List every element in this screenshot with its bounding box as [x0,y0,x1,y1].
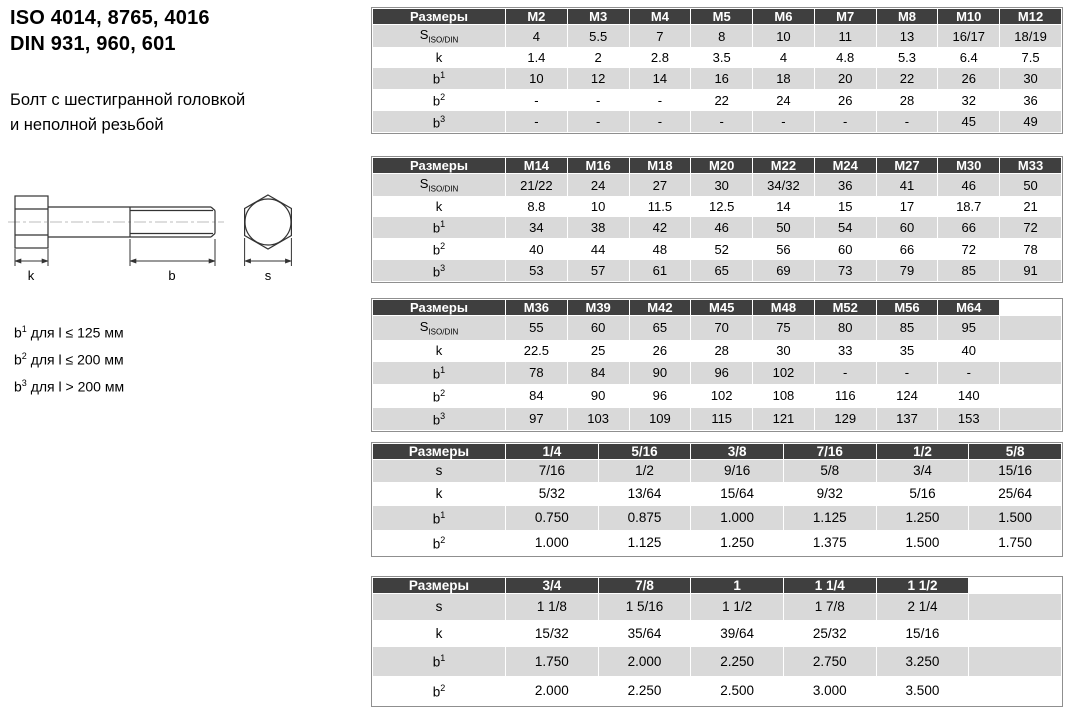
size-column-header: M3 [567,9,629,25]
table-cell: 10 [567,197,629,217]
size-column-header: M18 [629,158,691,174]
table-cell: 5/8 [783,460,876,483]
table-cell: 79 [876,260,938,282]
table-row [373,197,1062,217]
row-label: k [373,620,506,647]
size-column-header: 1 [691,578,784,594]
table-cell: 39/64 [691,620,784,647]
size-column-header: 3/8 [691,444,784,460]
table-cell: 27 [629,174,691,197]
table-cell: 1.750 [506,647,599,676]
table-row [373,238,1062,260]
table-row [373,505,1062,530]
table-cell: 54 [814,217,876,239]
row-label: $b^1$ [373,361,506,384]
table-cell: 22 [691,89,753,111]
table-cell: 34/32 [753,174,815,197]
table-cell: 24 [753,89,815,111]
table-row [373,647,1062,676]
table-cell: 30 [691,174,753,197]
table-cell: 124 [876,384,938,407]
table-cell: 102 [753,361,815,384]
size-column-header: 1 1/2 [876,578,969,594]
table-cell: 35 [876,340,938,361]
row-label: $b^1$ [373,505,506,530]
table-cell: 78 [1000,238,1062,260]
table-cell: 15/64 [691,482,784,505]
title-din: DIN 931, 960, 601 [10,33,176,55]
table-cell: 8 [691,25,753,48]
table-cell: 90 [629,361,691,384]
table-cell: 84 [506,384,568,407]
table-row [373,594,1062,621]
table-cell: 25 [567,340,629,361]
table-cell: 45 [938,111,1000,133]
table-cell: 4 [753,48,815,68]
table-row [373,260,1062,282]
table-cell [1000,384,1062,407]
size-table-inch-threequarter-to-oneandhalf [372,577,1062,706]
table-cell: 28 [691,340,753,361]
table-cell: 46 [938,174,1000,197]
table-cell: 80 [814,316,876,341]
table-cell: 20 [814,68,876,90]
table-corner-header: Размеры [373,9,506,25]
table-cell: 2.750 [783,647,876,676]
table-row [373,620,1062,647]
table-cell: 40 [938,340,1000,361]
table-cell: 61 [629,260,691,282]
table-cell: 1.125 [783,505,876,530]
table-cell: 8.8 [506,197,568,217]
table-cell: 26 [938,68,1000,90]
table-row [373,460,1062,483]
row-label: $b^3$ [373,260,506,282]
table-cell: 0.750 [506,505,599,530]
table-cell: 116 [814,384,876,407]
table-cell: 108 [753,384,815,407]
table-cell [1000,407,1062,430]
table-cell: 2.500 [691,676,784,705]
row-label: k [373,48,506,68]
size-column-header: M56 [876,300,938,316]
table-cell: 90 [567,384,629,407]
table-cell: 72 [1000,217,1062,239]
table-cell [969,594,1062,621]
table-cell: 72 [938,238,1000,260]
table-cell: 38 [567,217,629,239]
size-column-header: M52 [814,300,876,316]
blank-header-cell [969,578,1062,594]
table-cell: - [506,111,568,133]
table-row [373,530,1062,555]
table-cell: 26 [814,89,876,111]
table-cell: 7 [629,25,691,48]
table-cell: 75 [753,316,815,341]
row-label: k [373,482,506,505]
size-column-header: M33 [1000,158,1062,174]
size-column-header: M16 [567,158,629,174]
table-cell: 28 [876,89,938,111]
table-cell: 137 [876,407,938,430]
table-cell: 32 [938,89,1000,111]
table-cell: 115 [691,407,753,430]
table-cell: 57 [567,260,629,282]
table-cell: 66 [876,238,938,260]
table-cell: 7.5 [1000,48,1062,68]
table-cell [1000,316,1062,341]
size-table-inch-quarter-to-fiveeighths [372,443,1062,556]
table-row [373,361,1062,384]
table-cell: 121 [753,407,815,430]
table-cell: 3/4 [876,460,969,483]
blank-header-cell [1000,300,1062,316]
size-table-metric-m36-m64 [372,299,1062,431]
table-cell: 52 [691,238,753,260]
table-cell: 3.250 [876,647,969,676]
size-column-header: M45 [691,300,753,316]
row-label: $S_{ISO/DIN}$ [373,25,506,48]
table-cell: 11 [814,25,876,48]
table-cell: 2.250 [691,647,784,676]
table-cell: - [814,361,876,384]
size-column-header: M6 [753,9,815,25]
table-cell: 14 [629,68,691,90]
table-cell: 10 [506,68,568,90]
row-label: $b^2$ [373,384,506,407]
size-column-header: 7/16 [783,444,876,460]
table-cell: 10 [753,25,815,48]
table-cell: 60 [876,217,938,239]
size-column-header: M5 [691,9,753,25]
table-row [373,48,1062,68]
row-label: s [373,460,506,483]
size-column-header: M8 [876,9,938,25]
size-column-header: M39 [567,300,629,316]
table-cell: 11.5 [629,197,691,217]
table-cell: 35/64 [598,620,691,647]
row-label: $S_{ISO/DIN}$ [373,316,506,341]
size-column-header: 1/2 [876,444,969,460]
table-cell: 1.000 [691,505,784,530]
table-cell: 6.4 [938,48,1000,68]
table-cell: 60 [814,238,876,260]
table-cell: 2 [567,48,629,68]
table-cell: 2 1/4 [876,594,969,621]
table-cell: 5.5 [567,25,629,48]
table-row [373,89,1062,111]
row-label: k [373,340,506,361]
table-cell: 49 [1000,111,1062,133]
table-cell: 15/16 [876,620,969,647]
table-cell: - [567,89,629,111]
row-label: $b^3$ [373,111,506,133]
dimension-lines [15,238,291,266]
page-subtitle [10,88,245,138]
table-cell: 25/64 [969,482,1062,505]
row-label: $S_{ISO/DIN}$ [373,174,506,197]
table-cell: 15/32 [506,620,599,647]
size-column-header: 5/8 [969,444,1062,460]
table-row [373,340,1062,361]
row-label: $b^2$ [373,238,506,260]
table-cell: 1.750 [969,530,1062,555]
size-column-header: M7 [814,9,876,25]
table-cell: 12 [567,68,629,90]
table-cell: 78 [506,361,568,384]
table-cell: 4.8 [814,48,876,68]
table-cell [969,647,1062,676]
table-cell: 26 [629,340,691,361]
table-cell: 5.3 [876,48,938,68]
table-cell: 3.000 [783,676,876,705]
table-cell: 1.500 [969,505,1062,530]
table-cell: 85 [938,260,1000,282]
table-cell: 2.250 [598,676,691,705]
table-cell: 66 [938,217,1000,239]
size-column-header: 1 1/4 [783,578,876,594]
table-cell: 22 [876,68,938,90]
size-column-header: M64 [938,300,1000,316]
size-table-metric-m2-m12 [372,8,1062,133]
table-cell: 97 [506,407,568,430]
size-column-header: 1/4 [506,444,599,460]
table-cell: 44 [567,238,629,260]
table-header-row [373,9,1062,25]
row-label: $b^1$ [373,217,506,239]
size-column-header: 5/16 [598,444,691,460]
table-header-row [373,444,1062,460]
row-label: $b^2$ [373,530,506,555]
dim-label-k: k [27,268,35,283]
table-cell: 70 [691,316,753,341]
table-cell [1000,340,1062,361]
size-column-header: M14 [506,158,568,174]
table-row [373,407,1062,430]
size-column-header: M10 [938,9,1000,25]
table-cell: - [629,111,691,133]
table-corner-header: Размеры [373,158,506,174]
table-cell: 73 [814,260,876,282]
table-cell: 9/32 [783,482,876,505]
table-cell: 17 [876,197,938,217]
table-cell: 42 [629,217,691,239]
table-row [373,111,1062,133]
table-cell: 18 [753,68,815,90]
table-cell: 65 [691,260,753,282]
notes [14,318,124,399]
table-cell: 2.000 [506,676,599,705]
table-header-row [373,578,1062,594]
table-cell [969,620,1062,647]
table-cell: 36 [814,174,876,197]
table-cell: 2.000 [598,647,691,676]
table-cell: 96 [629,384,691,407]
table-cell: 4 [506,25,568,48]
table-cell: 7/16 [506,460,599,483]
title-iso: ISO 4014, 8765, 4016 [10,7,210,29]
dim-label-s: s [264,268,272,283]
table-row [373,384,1062,407]
table-cell: - [567,111,629,133]
table-cell: 5/32 [506,482,599,505]
table-cell: 25/32 [783,620,876,647]
size-column-header: M12 [1000,9,1062,25]
size-column-header: M30 [938,158,1000,174]
table-cell: 96 [691,361,753,384]
table-cell: 50 [753,217,815,239]
table-cell: 14 [753,197,815,217]
table-row [373,68,1062,90]
table-cell: 18/19 [1000,25,1062,48]
table-cell: - [938,361,1000,384]
table-cell: 84 [567,361,629,384]
table-cell: 65 [629,316,691,341]
note: $b^3$ для l > 200 мм [14,378,125,395]
page-title [10,5,210,57]
bolt-drawing [6,190,318,290]
subtitle-line-1: Болт с шестигранной головкой [10,91,246,109]
size-column-header: M22 [753,158,815,174]
size-column-header: M27 [876,158,938,174]
table-cell: 41 [876,174,938,197]
table-cell: 1 1/2 [691,594,784,621]
table-cell: 1 5/16 [598,594,691,621]
table-cell: 1 1/8 [506,594,599,621]
table-cell: 140 [938,384,1000,407]
table-cell: 34 [506,217,568,239]
table-cell: 13/64 [598,482,691,505]
table-row [373,482,1062,505]
dim-label-b: b [168,268,176,283]
table-cell: 2.8 [629,48,691,68]
table-cell: - [814,111,876,133]
table-cell: 18.7 [938,197,1000,217]
table-header-row [373,300,1062,316]
table-cell: - [753,111,815,133]
note: $b^2$ для l ≤ 200 мм [14,351,124,368]
table-cell: 153 [938,407,1000,430]
table-cell: 1.4 [506,48,568,68]
table-row [373,316,1062,341]
table-cell: 1.250 [876,505,969,530]
table-corner-header: Размеры [373,578,506,594]
table-cell: 53 [506,260,568,282]
table-cell: 1.125 [598,530,691,555]
table-cell: 22.5 [506,340,568,361]
table-corner-header: Размеры [373,444,506,460]
table-cell: 46 [691,217,753,239]
row-label: $b^2$ [373,89,506,111]
table-cell: 33 [814,340,876,361]
table-cell: 91 [1000,260,1062,282]
row-label: $b^3$ [373,407,506,430]
table-cell: 1 7/8 [783,594,876,621]
table-cell: 1/2 [598,460,691,483]
subtitle-line-2: и неполной резьбой [10,116,164,134]
table-cell: - [506,89,568,111]
size-table-metric-m14-m33 [372,157,1062,282]
table-cell: - [876,361,938,384]
size-column-header: M36 [506,300,568,316]
table-cell: 48 [629,238,691,260]
table-cell: 85 [876,316,938,341]
table-cell: 1.375 [783,530,876,555]
size-column-header: M4 [629,9,691,25]
table-cell: 102 [691,384,753,407]
size-column-header: M20 [691,158,753,174]
table-cell: 9/16 [691,460,784,483]
table-cell [1000,361,1062,384]
table-cell: 3.500 [876,676,969,705]
table-cell: 1.000 [506,530,599,555]
table-cell: - [876,111,938,133]
table-cell: 129 [814,407,876,430]
table-cell: 103 [567,407,629,430]
table-cell: 15 [814,197,876,217]
table-cell: 95 [938,316,1000,341]
table-cell: 16/17 [938,25,1000,48]
size-column-header: M48 [753,300,815,316]
table-cell: 24 [567,174,629,197]
table-row [373,217,1062,239]
table-cell: 1.500 [876,530,969,555]
row-label: $b^1$ [373,68,506,90]
table-cell: 30 [753,340,815,361]
note: $b^1$ для l ≤ 125 мм [14,324,124,341]
table-cell: 36 [1000,89,1062,111]
table-cell: 40 [506,238,568,260]
table-cell: 15/16 [969,460,1062,483]
table-row [373,25,1062,48]
size-column-header: 7/8 [598,578,691,594]
table-cell: 50 [1000,174,1062,197]
table-corner-header: Размеры [373,300,506,316]
table-row [373,676,1062,705]
table-cell: 55 [506,316,568,341]
table-cell: 21 [1000,197,1062,217]
table-cell: 69 [753,260,815,282]
table-cell: 5/16 [876,482,969,505]
row-label: k [373,197,506,217]
table-header-row [373,158,1062,174]
table-cell: 109 [629,407,691,430]
table-cell: 21/22 [506,174,568,197]
table-cell: 60 [567,316,629,341]
table-cell: - [691,111,753,133]
table-cell [969,676,1062,705]
size-column-header: M24 [814,158,876,174]
table-cell: 56 [753,238,815,260]
table-cell: 1.250 [691,530,784,555]
table-cell: 16 [691,68,753,90]
table-row [373,174,1062,197]
row-label: $b^1$ [373,647,506,676]
bolt-end-view [245,195,292,249]
row-label: s [373,594,506,621]
table-cell: - [629,89,691,111]
size-column-header: 3/4 [506,578,599,594]
size-column-header: M2 [506,9,568,25]
table-cell: 30 [1000,68,1062,90]
table-cell: 0.875 [598,505,691,530]
size-column-header: M42 [629,300,691,316]
table-cell: 12.5 [691,197,753,217]
row-label: $b^2$ [373,676,506,705]
table-cell: 3.5 [691,48,753,68]
table-cell: 13 [876,25,938,48]
